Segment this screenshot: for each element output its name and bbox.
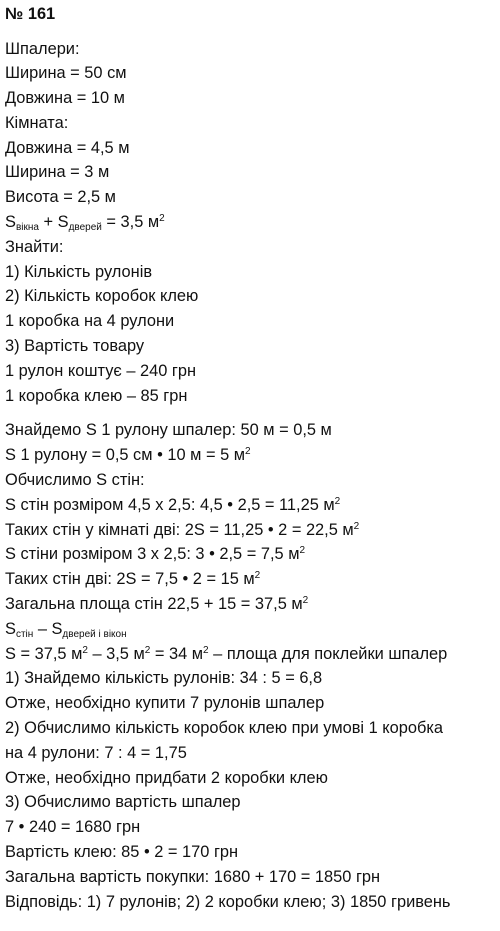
solution-line: Отже, необхідно придбати 2 коробки клею	[5, 768, 328, 787]
section-gap	[5, 408, 500, 418]
problem-number: № 161	[5, 5, 56, 23]
find-item-cost: 3) Вартість товару	[5, 337, 145, 356]
given-room-heading: Кімната:	[5, 113, 69, 132]
solution-line: S стін розміром 4,5 х 2,5: 4,5 • 2,5 = 11,25 $м^2$	[5, 495, 341, 514]
solution-line: Таких стін у кімнаті дві: 2S = 11,25 • 2 = 22,5 $м^2$	[5, 520, 360, 539]
find-item-rolls: 1) Кількість рулонів	[5, 262, 153, 281]
solution-line: 3) Обчислимо вартість шпалер	[5, 793, 241, 812]
solution-line: Таких стін дві: 2S = 7,5 • 2 = 15 $м^2$	[5, 570, 261, 589]
solution-line: $S_{стін} - S_{дверей і вікон}$	[5, 619, 127, 640]
solution-line: 2) Обчислимо кількість коробок клею при умові 1 коробка	[5, 719, 444, 738]
given-window-door-area: $S_{вікна} + S_{дверей} = 3,5$ $м^2$	[5, 213, 165, 234]
solution-line: на 4 рулони: 7 : 4 = 1,75	[5, 743, 187, 762]
answer-line: Відповідь: 1) 7 рулонів; 2) 2 коробки клею; 3) 1850 гривень	[5, 892, 451, 911]
given-wallpaper-length: Довжина = 10 м	[5, 89, 125, 108]
given-wallpaper-width: Ширина = 50 см	[5, 64, 127, 83]
solution-line: Вартість клею: 85 • 2 = 170 грн	[5, 843, 239, 861]
solution-line: 1) Знайдемо кількість рулонів: 34 : 5 = 6,8	[5, 669, 323, 688]
find-price-roll: 1 рулон коштує – 240 грн	[5, 361, 197, 380]
find-item-glue: 2) Кількість коробок клею	[5, 287, 199, 306]
solution-line: S = 37,5 $м^2 - 3,5$ $м^2 = 34$ $м^2$ – площа для поклейки шпалер	[5, 644, 448, 663]
given-room-height: Висота = 2,5 м	[5, 188, 116, 207]
solution-line: Обчислимо S стін:	[5, 471, 145, 490]
given-wallpaper-heading: Шпалери:	[5, 39, 80, 58]
solution-line: S стіни розміром 3 х 2,5: 3 • 2,5 = 7,5 $м^2$	[5, 545, 306, 564]
find-heading: Знайти:	[5, 237, 64, 256]
find-note-glue-ratio: 1 коробка на 4 рулони	[5, 312, 175, 331]
solution-line: Загальна вартість покупки: 1680 + 170 = 1850 грн	[5, 867, 381, 886]
given-room-length: Довжина = 4,5 м	[5, 138, 130, 157]
solution-line: 7 • 240 = 1680 грн	[5, 818, 141, 837]
find-price-glue: 1 коробка клею – 85 грн	[5, 386, 188, 405]
solution-line: Загальна площа стін 22,5 + 15 = 37,5 $м^2$	[5, 595, 309, 614]
solution-line: S 1 рулону = 0,5 см • 10 м = 5 $м^2$	[5, 446, 251, 465]
solution-line: Отже, необхідно купити 7 рулонів шпалер	[5, 694, 325, 713]
given-room-width: Ширина = 3 м	[5, 163, 110, 182]
solution-line: Знайдемо S 1 рулону шпалер: 50 м = 0,5 м	[5, 421, 332, 440]
